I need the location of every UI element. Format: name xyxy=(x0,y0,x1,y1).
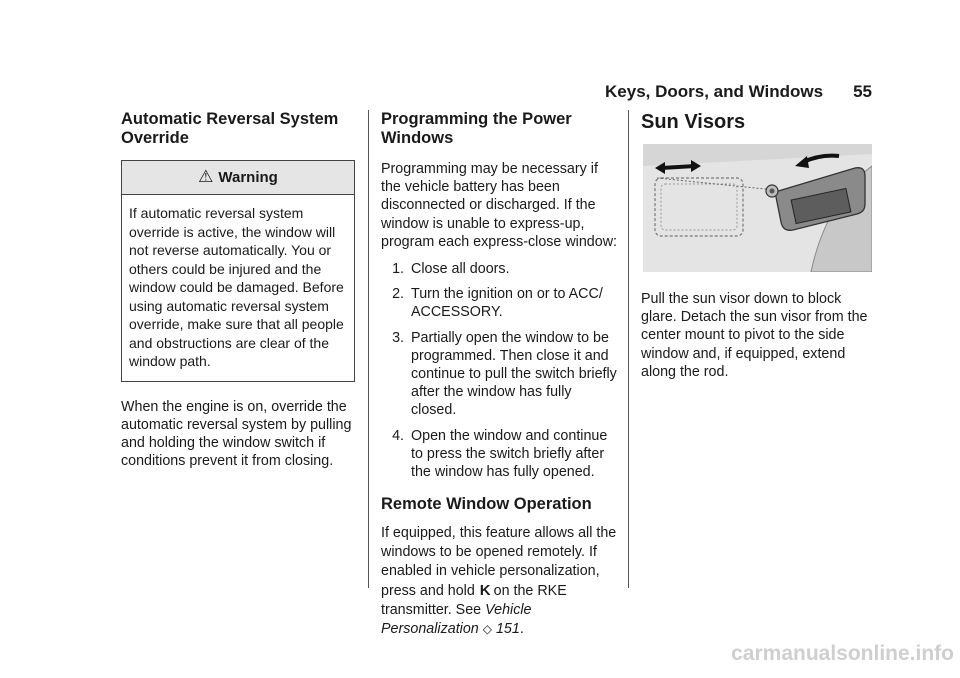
page-number: 55 xyxy=(853,82,872,101)
list-item: 2. Turn the ignition on or to ACC/ ACCESSORY. xyxy=(392,286,603,321)
column-divider-1 xyxy=(368,110,369,588)
programming-intro: Programming may be necessary if the vehicle battery has been disconnected or discharged. If the window is unable to express-up, program each express-close window: xyxy=(381,161,618,250)
warning-box xyxy=(121,160,355,382)
warning-text: If automatic reversal system override is active, the window will not reverse automatically. You or others could be injured and the window could be damaged. Before using automatic reversal system override, make sure that all people and obstructions are clear of the window path. xyxy=(129,205,344,370)
section-title: Keys, Doors, and Windows xyxy=(605,82,824,101)
unlock-key-icon: K xyxy=(479,582,491,600)
warning-triangle-icon: ⚠ xyxy=(198,167,214,186)
page-reference-icon: ◇ xyxy=(482,622,492,637)
list-item: 1. Close all doors. xyxy=(392,261,510,278)
section-heading-programming: Programming the Power Windows xyxy=(381,110,572,147)
section-heading-remote-window: Remote Window Operation xyxy=(381,495,592,514)
vehicle-personalization-link[interactable]: Vehicle Personalization ◇ 151 xyxy=(381,602,532,638)
column-programming xyxy=(381,110,617,650)
programming-steps xyxy=(381,260,617,481)
page-header xyxy=(605,82,872,102)
warning-header xyxy=(122,161,354,195)
sun-visor-paragraph: Pull the sun visor down to block glare. Detach the sun visor from the center mount to pivot to the side window and, if equipped, extend along the rod. xyxy=(641,291,868,380)
column-automatic-reversal xyxy=(121,110,357,482)
sun-visor-illustration xyxy=(643,144,872,272)
list-item: 4. Open the window and continue to press the switch briefly after the window has fully opened. xyxy=(392,427,608,481)
column-divider-2 xyxy=(628,110,629,588)
watermark: carmanualsonline.info xyxy=(731,642,954,665)
section-heading-sun-visors: Sun Visors xyxy=(641,111,746,133)
list-item: 3. Partially open the window to be programmed. Then close it and continue to pull the switch briefly after the window has fully closed. xyxy=(392,329,617,419)
remote-window-paragraph: If equipped, this feature allows all the windows to be opened remotely. If enabled in vehicle personalization, press and hold K on the RKE transmitter. See Vehicle Personalization ◇ 151. xyxy=(381,525,617,638)
auto-reversal-paragraph: When the engine is on, override the automatic reversal system by pulling and holding the window switch if conditions prevent it from closing. xyxy=(121,398,352,470)
section-heading-auto-reversal: Automatic Reversal System Override xyxy=(121,110,339,147)
column-sun-visors xyxy=(641,110,877,392)
warning-label: Warning xyxy=(218,169,278,186)
